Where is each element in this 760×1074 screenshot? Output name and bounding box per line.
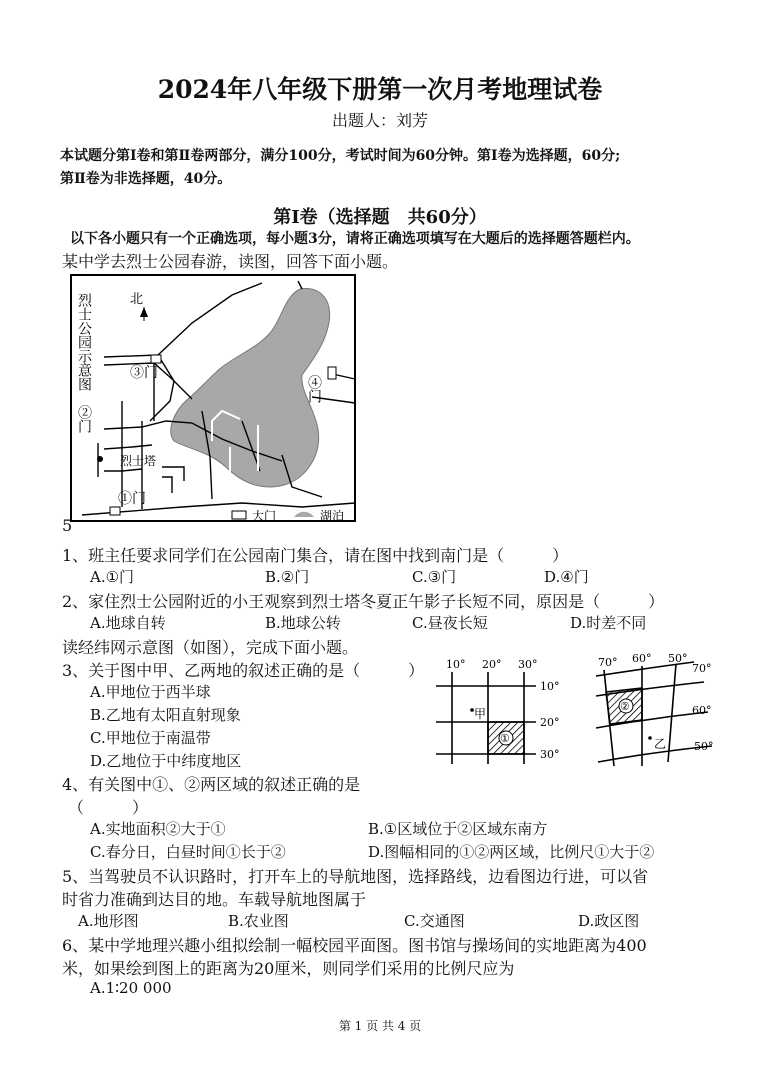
q2-option-a: A.地球自转	[90, 614, 166, 632]
question-1-stem: 1、班主任要求同学们在公园南门集合，请在图中找到南门是（ ）	[62, 546, 569, 565]
north-label: 北	[130, 292, 144, 307]
q6-option-a: A.1∶20 000	[90, 979, 172, 997]
q5-option-a: A.地形图	[78, 912, 139, 930]
right-lat-label-3: 50°	[694, 740, 714, 753]
q1-option-a: A.①门	[90, 568, 135, 586]
right-lat-label-1: 70°	[692, 662, 712, 675]
q3-option-a: A.甲地位于西半球	[90, 683, 211, 701]
gate-2-label: ②门	[76, 405, 92, 433]
point-jia-label: 甲	[474, 707, 487, 721]
question-4-blank: （ ）	[68, 798, 149, 817]
page-footer: 第 1 页 共 4 页	[338, 1019, 422, 1033]
q3-option-c: C.甲地位于南温带	[90, 729, 211, 747]
park-map	[62, 271, 362, 527]
left-lat-label-1: 10°	[540, 680, 560, 693]
tower-label: 烈士塔	[120, 454, 157, 468]
q4-option-c: C.春分日，白昼时间①长于②	[90, 843, 286, 861]
map-title: 烈士公园示意图	[76, 293, 92, 391]
left-lon-label-2: 20°	[482, 658, 502, 671]
q4-option-d: D.图幅相同的①②两区域，比例尺①大于②	[368, 843, 655, 861]
right-lon-label-2: 60°	[632, 652, 652, 665]
gate-1-label: ①门	[118, 491, 146, 507]
right-lat-label-2: 60°	[692, 704, 712, 717]
region-1-label: ①	[500, 732, 510, 745]
question-2-stem: 2、家住烈士公园附近的小王观察到烈士塔冬夏正午影子长短不同，原因是（ ）	[62, 592, 665, 611]
q5-option-d: D.政区图	[578, 912, 640, 930]
lead-text-2: 读经纬网示意图（如图），完成下面小题。	[62, 638, 359, 657]
point-yi-label: 乙	[654, 737, 667, 751]
left-lon-label-1: 10°	[446, 658, 466, 671]
question-5-line-2: 时省力准确到达目的地。车载导航地图属于	[62, 890, 367, 909]
q3-option-d: D.乙地位于中纬度地区	[90, 752, 242, 770]
lead-text-1: 某中学去烈士公园春游，读图，回答下面小题。	[62, 252, 399, 271]
q1-option-c: C.③门	[412, 568, 457, 586]
legend-gate-label: 大门	[252, 509, 277, 523]
q1-option-b: B.②门	[265, 568, 310, 586]
stray-number: 5	[62, 516, 73, 535]
q5-option-b: B.农业图	[228, 912, 289, 930]
left-lon-label-3: 30°	[518, 658, 538, 671]
q5-option-c: C.交通图	[404, 912, 465, 930]
right-lon-label-1: 70°	[598, 656, 618, 669]
intro-line-1: 本试题分第Ⅰ卷和第Ⅱ卷两部分，满分100分，考试时间为60分钟。第Ⅰ卷为选择题，60分;	[60, 148, 621, 164]
q4-option-b: B.①区域位于②区域东南方	[368, 820, 548, 838]
q2-option-d: D.时差不同	[570, 614, 647, 632]
q1-option-d: D.④门	[544, 568, 589, 586]
region-2-label: ②	[620, 700, 630, 713]
gate-3-label: ③门	[130, 365, 158, 381]
right-lon-label-3: 50°	[668, 652, 688, 665]
legend-lake-label: 湖泊	[320, 509, 345, 523]
q2-option-b: B.地球公转	[265, 614, 341, 632]
page-title: 2024年八年级下册第一次月考地理试卷	[157, 75, 603, 104]
question-6-line-1: 6、某中学地理兴趣小组拟绘制一幅校园平面图。图书馆与操场间的实地距离为400	[62, 936, 647, 955]
gate-4-label: ④门	[306, 375, 322, 403]
left-lat-label-2: 20°	[540, 716, 560, 729]
question-5-line-1: 5、当驾驶员不认识路时，打开车上的导航地图，选择路线，边看图边行进，可以省	[62, 867, 649, 886]
intro-line-2: 第Ⅱ卷为非选择题，40分。	[60, 171, 232, 187]
left-lat-label-3: 30°	[540, 748, 560, 761]
q3-option-b: B.乙地有太阳直射现象	[90, 706, 241, 724]
q2-option-c: C.昼夜长短	[412, 614, 488, 632]
section-instruction: 以下各小题只有一个正确选项，每小题3分，请将正确选项填写在大题后的选择题答题栏内。	[70, 231, 640, 247]
q4-option-a: A.实地面积②大于①	[90, 820, 226, 838]
question-4-stem: 4、有关图中①、②两区域的叙述正确的是	[62, 775, 361, 794]
question-3-stem: 3、关于图中甲、乙两地的叙述正确的是（ ）	[62, 661, 425, 680]
author-line: 出题人：刘芳	[331, 111, 428, 130]
question-6-line-2: 米，如果绘到图上的距离为20厘米，则同学们采用的比例尺应为	[62, 959, 515, 978]
graticule-figure	[432, 652, 716, 770]
section-heading: 第Ⅰ卷（选择题 共60分）	[273, 207, 487, 228]
